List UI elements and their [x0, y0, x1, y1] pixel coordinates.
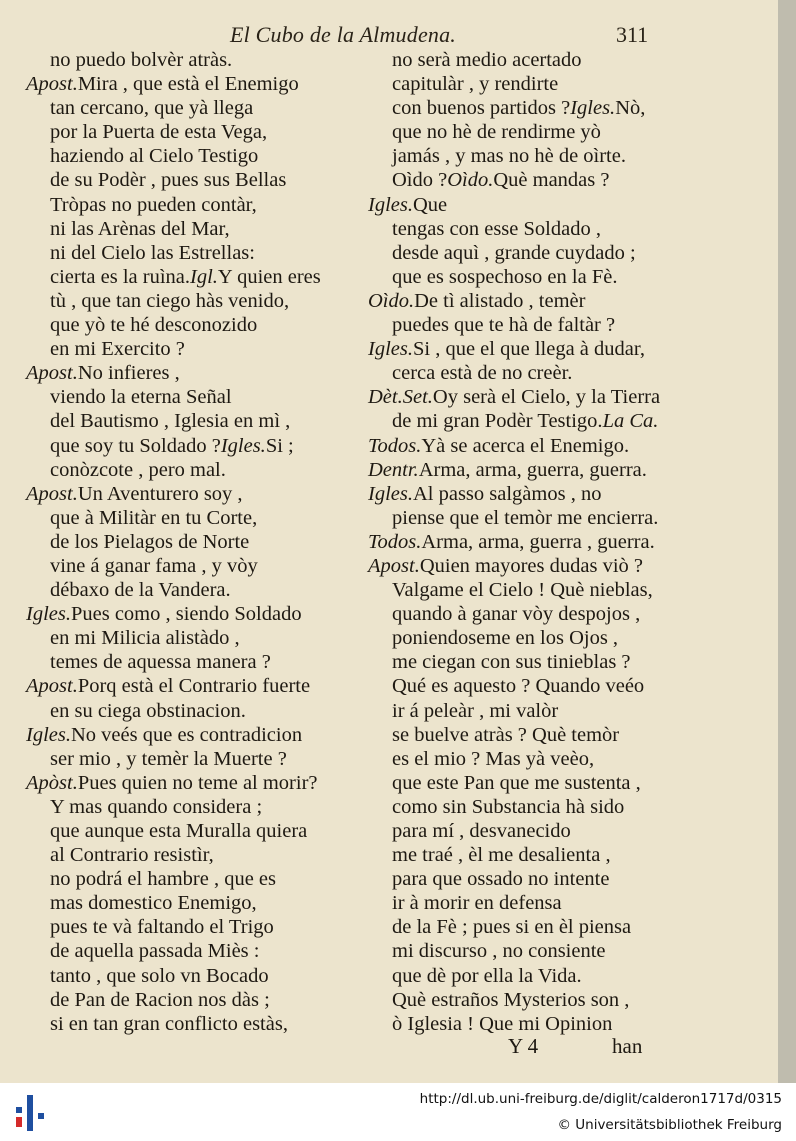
- verse-line: [368, 674, 698, 698]
- line-text: se buelve atràs ? Què temòr: [392, 723, 620, 746]
- line-text: ir à morir en defensa: [392, 892, 562, 915]
- verse-line: [368, 554, 698, 578]
- line-text: Porq està el Contrario fuerte: [77, 675, 311, 698]
- verse-line: [368, 506, 698, 530]
- verse-line: [368, 168, 698, 192]
- line-text: Què estraños Mysterios son ,: [392, 988, 630, 1011]
- verse-line: [368, 747, 698, 771]
- speaker-label: Apòst.: [26, 771, 78, 794]
- verse-line: [26, 409, 366, 433]
- line-text: cerca està de no creèr.: [392, 362, 573, 385]
- verse-line: [26, 313, 366, 337]
- line-text: en su ciega obstinacion.: [50, 699, 246, 722]
- line-text: no serà medio acertado: [392, 49, 582, 71]
- line-text: en mi Milicia alistàdo ,: [50, 627, 240, 650]
- line-text: mi discurso , no consiente: [392, 940, 606, 963]
- verse-line: [26, 265, 366, 289]
- line-text: que à Militàr en tu Corte,: [50, 506, 258, 529]
- copyright-text: © Universitätsbibliothek Freiburg: [557, 1117, 782, 1133]
- verse-line: [26, 602, 366, 626]
- speaker-label: Todos.: [368, 530, 422, 553]
- page-url-link[interactable]: http://dl.ub.uni-freiburg.de/diglit/calderon1717d/0315: [419, 1091, 782, 1107]
- line-text: temes de aquessa manera ?: [50, 651, 271, 674]
- verse-line: [26, 434, 366, 458]
- speaker-label: Igles.: [368, 193, 413, 216]
- line-text: No veés que es contradicion: [70, 723, 303, 746]
- line-text: para que ossado no intente: [392, 868, 610, 891]
- line-text: Y mas quando considera ;: [50, 795, 263, 818]
- line-text: que este Pan que me sustenta ,: [392, 771, 641, 794]
- line-text: ser mio , y temèr la Muerte ?: [50, 747, 287, 770]
- verse-line: [26, 723, 366, 747]
- university-logo-icon: [10, 1093, 50, 1133]
- verse-line: [26, 530, 366, 554]
- line-text: Qué es aquesto ? Quando veéo: [392, 675, 645, 698]
- verse-line: [368, 193, 698, 217]
- line-text: Un Aventurero soy ,: [77, 482, 243, 505]
- verse-line: [26, 458, 366, 482]
- line-text: desde aquì , grande cuydado ;: [392, 241, 636, 264]
- verse-line: [368, 458, 698, 482]
- verse-line: [26, 337, 366, 361]
- line-text: Mira , que està el Enemigo: [77, 73, 299, 96]
- line-text: me ciegan con sus tinieblas ?: [392, 651, 631, 674]
- line-text: que dè por ella la Vida.: [392, 964, 582, 987]
- verse-line: [26, 144, 366, 168]
- speaker-label: Dentr.: [368, 458, 419, 481]
- line-text: viendo la eterna Señal: [50, 386, 232, 409]
- verse-line: [26, 482, 366, 506]
- line-text: me traé , èl me desalienta ,: [392, 844, 611, 867]
- line-text: en mi Exercito ?: [50, 338, 185, 361]
- line-text: capitulàr , y rendirte: [392, 73, 559, 96]
- line-text: haziendo al Cielo Testigo: [50, 145, 259, 168]
- line-text: puedes que te hà de faltàr ?: [392, 314, 616, 337]
- verse-line: [368, 361, 698, 385]
- verse-line: [26, 361, 366, 385]
- verse-line: [26, 915, 366, 939]
- line-text: tengas con esse Soldado ,: [392, 217, 601, 240]
- line-text: de su Podèr , pues sus Bellas: [50, 169, 287, 192]
- line-text: que yò te hé desconozido: [50, 314, 258, 337]
- line-text: de Pan de Racion nos dàs ;: [50, 988, 270, 1011]
- line-text: tanto , que solo vn Bocado: [50, 964, 269, 987]
- verse-line: [26, 650, 366, 674]
- line-text: no puedo bolvèr atràs.: [50, 49, 233, 71]
- speaker-label: Igles.: [26, 723, 71, 746]
- line-text: que es sospechoso en la Fè.: [392, 265, 618, 288]
- line-text: Pues como , siendo Soldado: [70, 603, 302, 626]
- line-text: para mí , desvanecido: [392, 820, 571, 842]
- verse-line: [368, 313, 698, 337]
- verse-line: [368, 409, 698, 433]
- line-text: conòzcote , pero mal.: [50, 458, 226, 481]
- verse-line: [368, 265, 698, 289]
- speaker-label: Apost.: [26, 73, 78, 96]
- line-text: ò Iglesia ! Que mi Opinion: [392, 1012, 613, 1035]
- speaker-label: Oìdo.: [447, 169, 494, 192]
- verse-line: [26, 72, 366, 96]
- verse-line: [26, 1012, 366, 1036]
- line-text: vine á ganar fama , y vòy: [50, 554, 258, 577]
- verse-line: [368, 1012, 698, 1036]
- catchword: han: [612, 1034, 643, 1058]
- left-column: [26, 48, 366, 1036]
- verse-line: [26, 289, 366, 313]
- verse-line: [26, 385, 366, 409]
- verse-line: [26, 217, 366, 241]
- line-text: no podrá el hambre , que es: [50, 868, 276, 891]
- verse-line: [368, 964, 698, 988]
- verse-line: [368, 891, 698, 915]
- verse-line: [368, 795, 698, 819]
- verse-line: [368, 217, 698, 241]
- verse-line: [368, 867, 698, 891]
- verse-line: [26, 747, 366, 771]
- speaker-label: Igles.: [368, 482, 413, 505]
- footer-bar: [0, 1083, 796, 1141]
- verse-line: [26, 120, 366, 144]
- page-number: 311: [616, 22, 649, 47]
- verse-line: [368, 650, 698, 674]
- line-text: de aquella passada Miès :: [50, 940, 260, 963]
- verse-line: [368, 578, 698, 602]
- speaker-label: Igles.: [368, 338, 413, 361]
- line-text: como sin Substancia hà sido: [392, 795, 625, 818]
- verse-line: [26, 939, 366, 963]
- line-text: Nò,: [615, 97, 646, 120]
- verse-line: [26, 48, 366, 72]
- speaker-label: Apost.: [26, 482, 78, 505]
- line-text: de la Fè ; pues si en èl piensa: [392, 916, 632, 939]
- verse-line: [368, 602, 698, 626]
- line-text: con buenos partidos ?: [392, 97, 571, 120]
- line-text: tan cercano, que yà llega: [50, 97, 254, 120]
- speaker-label: Apost.: [26, 675, 78, 698]
- line-text: de mi gran Podèr Testigo.: [392, 410, 603, 433]
- verse-line: [26, 193, 366, 217]
- verse-line: [368, 96, 698, 120]
- verse-line: [368, 241, 698, 265]
- line-text: Oìdo ?: [392, 169, 448, 192]
- verse-line: [368, 289, 698, 313]
- verse-line: [368, 819, 698, 843]
- verse-line: [368, 48, 698, 72]
- verse-line: [368, 72, 698, 96]
- verse-line: [368, 337, 698, 361]
- right-column: [368, 48, 698, 1036]
- line-text: Si ;: [265, 434, 294, 457]
- line-text: Yà se acerca el Enemigo.: [421, 434, 630, 457]
- speaker-label: Todos.: [368, 434, 422, 457]
- line-text: Què mandas ?: [493, 169, 610, 192]
- signature-mark: Y 4: [508, 1034, 539, 1058]
- line-text: No infieres ,: [77, 362, 180, 385]
- verse-line: [368, 434, 698, 458]
- verse-line: [368, 723, 698, 747]
- verse-line: [26, 578, 366, 602]
- speaker-label: Apost.: [368, 554, 420, 577]
- speaker-label: Igles.: [26, 603, 71, 626]
- speaker-label: Dèt.Set.: [368, 386, 433, 409]
- line-text: Arma, arma, guerra , guerra.: [421, 530, 655, 553]
- line-text: cierta es la ruìna.: [50, 265, 191, 288]
- line-text: De tì alistado , temèr: [414, 289, 586, 312]
- verse-line: [26, 506, 366, 530]
- line-text: quando à ganar vòy despojos ,: [392, 603, 641, 626]
- verse-line: [26, 964, 366, 988]
- verse-line: [368, 843, 698, 867]
- line-text: Al passo salgàmos , no: [412, 482, 602, 505]
- line-text: Y quien eres: [217, 265, 321, 288]
- line-text: si en tan gran conflicto estàs,: [50, 1012, 288, 1035]
- line-text: Si , que el que llega à dudar,: [412, 338, 645, 361]
- line-text: Arma, arma, guerra, guerra.: [418, 458, 647, 481]
- verse-line: [368, 988, 698, 1012]
- running-title: El Cubo de la Almudena.: [230, 22, 457, 47]
- line-text: Tròpas no pueden contàr,: [50, 193, 257, 216]
- verse-line: [368, 915, 698, 939]
- verse-line: [26, 699, 366, 723]
- line-text: ir á peleàr , mi valòr: [392, 699, 559, 722]
- line-text: es el mio ? Mas yà veèo,: [392, 747, 595, 770]
- line-text: que aunque esta Muralla quiera: [50, 820, 308, 842]
- verse-line: [368, 482, 698, 506]
- speaker-label: Igles.: [220, 434, 266, 457]
- line-text: débaxo de la Vandera.: [50, 579, 231, 602]
- line-text: Quien mayores dudas viò ?: [419, 554, 643, 577]
- verse-line: [26, 168, 366, 192]
- verse-line: [26, 674, 366, 698]
- line-text: Pues quien no teme al morir?: [77, 771, 318, 794]
- verse-line: [26, 771, 366, 795]
- verse-line: [368, 771, 698, 795]
- line-text: Valgame el Cielo ! Què nieblas,: [392, 579, 653, 602]
- verse-line: [368, 626, 698, 650]
- verse-line: [26, 241, 366, 265]
- speaker-label: Igles.: [570, 97, 616, 120]
- line-text: piense que el temòr me encierra.: [392, 506, 659, 529]
- verse-line: [26, 819, 366, 843]
- verse-line: [26, 988, 366, 1012]
- line-text: del Bautismo , Iglesia en mì ,: [50, 410, 291, 433]
- line-text: tù , que tan ciego hàs venido,: [50, 289, 290, 312]
- line-text: jamás , y mas no hè de oìrte.: [392, 145, 626, 168]
- verse-line: [26, 554, 366, 578]
- line-text: Que: [412, 193, 448, 216]
- speaker-label: La Ca.: [602, 410, 659, 433]
- verse-line: [26, 867, 366, 891]
- line-text: ni del Cielo las Estrellas:: [50, 241, 255, 264]
- verse-line: [368, 385, 698, 409]
- verse-line: [26, 795, 366, 819]
- line-text: que no hè de rendirme yò: [392, 121, 601, 144]
- verse-line: [368, 699, 698, 723]
- speaker-label: Apost.: [26, 362, 78, 385]
- line-text: al Contrario resistìr,: [50, 844, 214, 867]
- verse-line: [368, 144, 698, 168]
- line-text: mas domestico Enemigo,: [50, 892, 257, 915]
- line-text: que soy tu Soldado ?: [50, 434, 221, 457]
- line-text: de los Pielagos de Norte: [50, 530, 250, 553]
- verse-line: [368, 939, 698, 963]
- verse-line: [26, 843, 366, 867]
- line-text: Oy serà el Cielo, y la Tierra: [432, 386, 661, 409]
- line-text: ni las Arènas del Mar,: [50, 217, 230, 240]
- verse-line: [26, 891, 366, 915]
- speaker-label: Igl.: [190, 265, 218, 288]
- line-text: por la Puerta de esta Vega,: [50, 121, 268, 144]
- verse-line: [368, 120, 698, 144]
- line-text: poniendoseme en los Ojos ,: [392, 627, 619, 650]
- verse-line: [26, 626, 366, 650]
- speaker-label: Oìdo.: [368, 289, 415, 312]
- line-text: pues te và faltando el Trigo: [50, 916, 274, 939]
- verse-line: [26, 96, 366, 120]
- verse-line: [368, 530, 698, 554]
